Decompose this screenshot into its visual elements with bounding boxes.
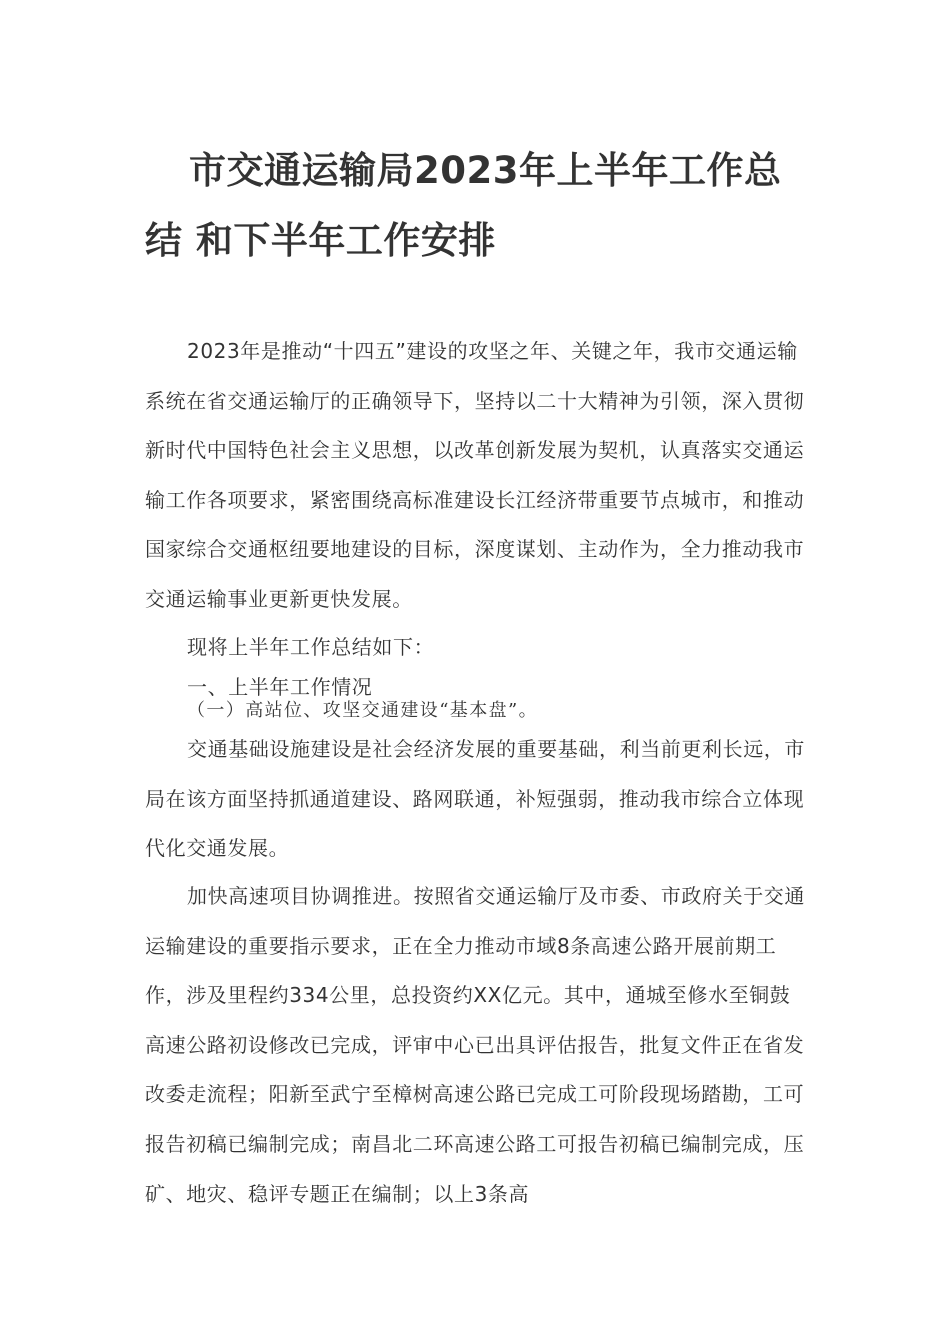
document-title: 市交通运输局2023年上半年工作总结 和下半年工作安排 — [145, 149, 782, 262]
highway-paragraph: 加快高速项目协调推进。按照省交通运输厅及市委、市政府关于交通运输建设的重要指示要求，正在全力推动市域8条高速公路开展前期工作，涉及里程约334公里，总投资约XX亿元。其中，通城至修水至铜鼓高速公路初设修改已完成，评审中心已出具评估报告，批复文件正在省发改委走流程；阳新至武宁至樟树高速公路已完成工可阶段现场踏勘，工可报告初稿已编制完成；南昌北二环高速公路工可报告初稿已编制完成，压矿、地灾、稳评专题正在编制；以上3条高 — [145, 884, 805, 1206]
section-heading: 一、上半年工作情况 — [187, 675, 373, 699]
summary-lead-paragraph: 现将上半年工作总结如下： — [187, 635, 435, 659]
infrastructure-paragraph: 交通基础设施建设是社会经济发展的重要基础，利当前更利长远，市局在该方面坚持抓通道建设、路网联通，补短强弱，推动我市综合立体现代化交通发展。 — [145, 737, 805, 861]
intro-paragraph: 2023年是推动“十四五”建设的攻坚之年、关键之年，我市交通运输系统在省交通运输厅的正确领导下，坚持以二十大精神为引领，深入贯彻新时代中国特色社会主义思想，以改革创新发展为契机，认真落实交通运输工作各项要求，紧密围绕高标准建设长江经济带重要节点城市，和推动国家综合交通枢纽要地建设的目标，深度谋划、主动作为，全力推动我市交通运输事业更新更快发展。 — [145, 339, 805, 611]
subsection-heading: （一）高站位、攻坚交通建设“基本盘”。 — [187, 700, 539, 721]
